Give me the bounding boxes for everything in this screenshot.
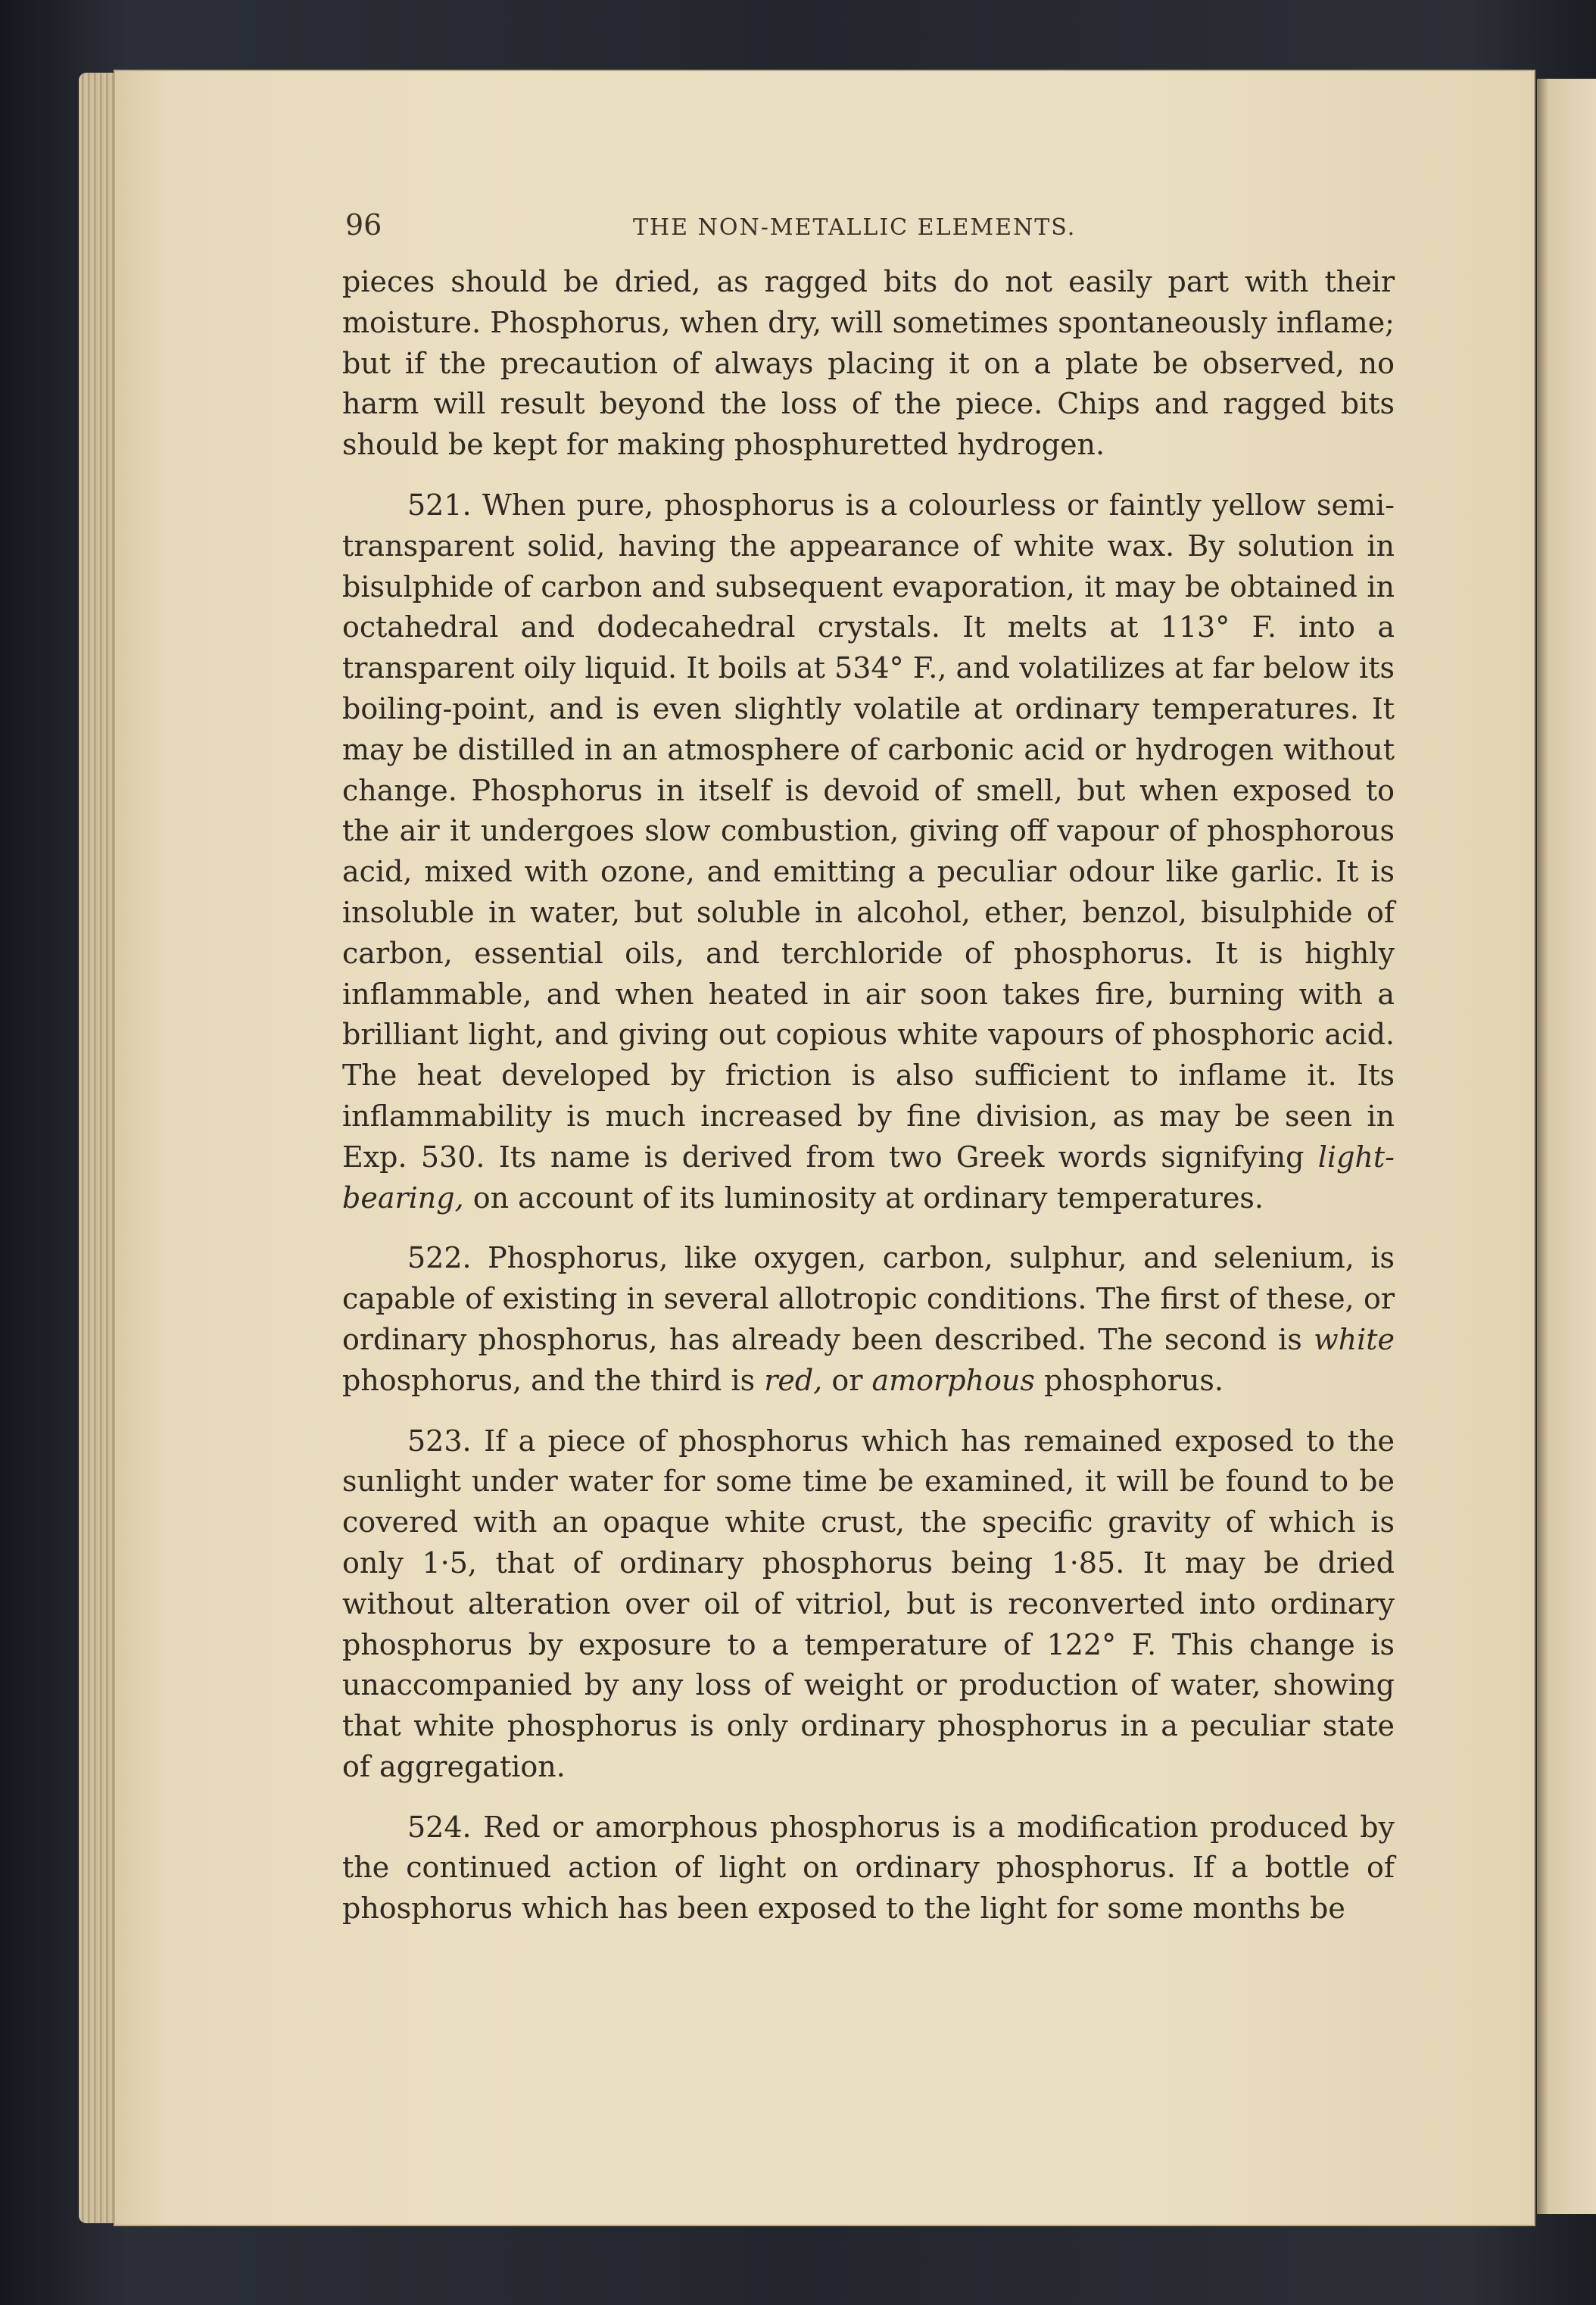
numbered-paragraph bbox=[342, 1421, 1395, 1788]
italic-text: red, bbox=[764, 1363, 823, 1397]
paragraph-number: 523. bbox=[407, 1424, 472, 1458]
italic-text: white bbox=[1314, 1322, 1395, 1356]
paragraph-number: 522. bbox=[407, 1241, 472, 1275]
page-number: 96 bbox=[345, 208, 382, 242]
page-header bbox=[345, 208, 1398, 243]
text-run: pieces should be dried, as ragged bits do not easily part with their moisture. Phosphorus, when dry, will sometimes spontaneously inflame; but if the precaution of always placing it on a plate be observed, no harm will result beyond the loss of the piece. Chips and ragged bits should be kept for making phosphuretted hydrogen. bbox=[342, 265, 1395, 462]
italic-text: light-bearing, bbox=[342, 1140, 1395, 1215]
text-run: Phosphorus, like oxygen, carbon, sulphur, and selenium, is capable of existing in several allotropic conditions. The first of these, or ordinary phosphorus, has already been described. The second is bbox=[342, 1241, 1395, 1356]
text-run: on account of its luminosity at ordinary temperatures. bbox=[463, 1181, 1264, 1215]
body-text bbox=[342, 262, 1395, 1929]
paragraph-number: 521. bbox=[407, 488, 472, 522]
facing-page-edge bbox=[1537, 79, 1596, 2214]
text-run: Red or amorphous phosphorus is a modification produced by the continued action of light on ordinary phosphorus. If a bottle of phosphorus which has been exposed to the light for some months be bbox=[342, 1810, 1395, 1926]
running-title: THE NON-METALLIC ELEMENTS. bbox=[633, 214, 1077, 241]
text-run: phosphorus. bbox=[1034, 1363, 1224, 1397]
paragraph bbox=[342, 262, 1395, 466]
text-run: If a piece of phosphorus which has remained exposed to the sunlight under water for some time be examined, it will be found to be covered with an opaque white crust, the specific gravity of which is only 1·5, that of ordinary phosphorus being 1·85. It may be dried without alteration over oil of vitriol, but is reconverted into ordinary phosphorus by exposure to a temperature of 122° F. This change is unaccompanied by any loss of weight or production of water, showing that white phosphorus is only ordinary phosphorus in a peculiar state of aggregation. bbox=[342, 1424, 1395, 1783]
text-run: or bbox=[822, 1363, 872, 1397]
numbered-paragraph bbox=[342, 485, 1395, 1218]
text-run: phosphorus, and the third is bbox=[342, 1363, 765, 1397]
paragraph-number: 524. bbox=[407, 1810, 472, 1844]
numbered-paragraph bbox=[342, 1238, 1395, 1401]
numbered-paragraph bbox=[342, 1808, 1395, 1929]
italic-text: amorphous bbox=[871, 1363, 1035, 1397]
text-run: When pure, phosphorus is a colourless or faintly yellow semi-transparent solid, having the appearance of white wax. By solution in bisulphide of carbon and subsequent evaporation, it may be obtained in octahedral and dodecahedral crystals. It melts at 113° F. into a transparent oily liquid. It boils at 534° F., and volatilizes at far below its boiling-point, and is even slightly volatile at ordinary temperatures. It may be distilled in an atmosphere of carbonic acid or hydrogen without change. Phosphorus in itself is devoid of smell, but when exposed to the air it undergoes slow combustion, giving off vapour of phosphorous acid, mixed with ozone, and emitting a peculiar odour like garlic. It is insoluble in water, but soluble in alcohol, ether, benzol, bisulphide of carbon, essential oils, and terchloride of phosphorus. It is highly inflammable, and when heated in air soon takes fire, burning with a brilliant light, and giving out copious white vapours of phosphoric acid. The heat developed by friction is also sufficient to inflame it. Its inflammability is much increased by fine division, as may be seen in Exp. 530. Its name is derived from two Greek words signifying bbox=[342, 488, 1395, 1174]
